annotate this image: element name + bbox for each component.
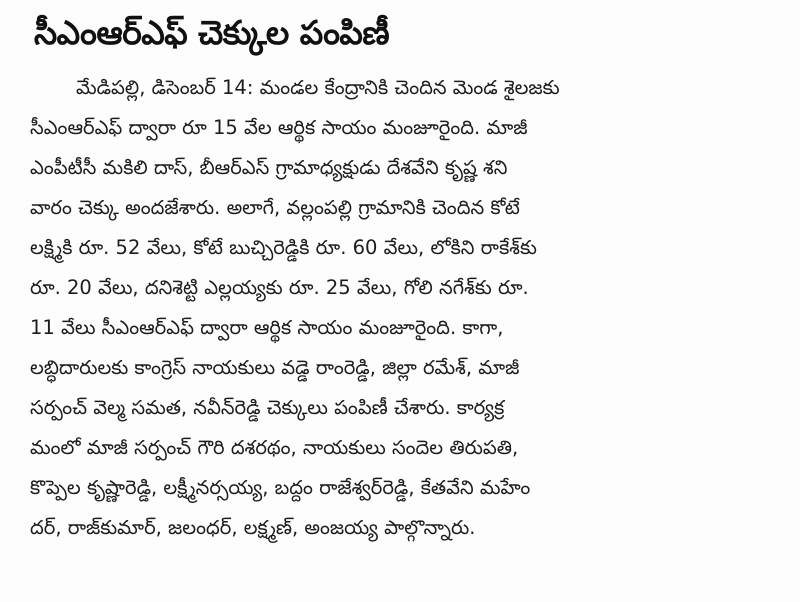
article-line: వారం చెక్కు అందజేశారు. అలాగే, వల్లంపల్లి గ్రామానికి చెందిన కోటే bbox=[30, 196, 520, 219]
article-line: ఎంపీటీసీ మకిలి దాస్, బీఆర్ఎస్ గ్రామాధ్యక్షుడు దేశవేని కృష్ణ శని bbox=[30, 156, 508, 179]
article-line: మంలో మాజీ సర్పంచ్ గౌరి దశరథం, నాయకులు సందెల తిరుపతి, bbox=[30, 436, 519, 459]
article-line: లబ్ధిదారులకు కాంగ్రెస్ నాయకులు వడ్డె రాంరెడ్డి, జిల్లా రమేశ్, మాజీ bbox=[30, 356, 520, 379]
article-body bbox=[30, 68, 782, 548]
article-headline: సీఎంఆర్ఎఫ్ చెక్కుల పంపిణీ bbox=[34, 13, 390, 52]
article-line: రూ. 20 వేలు, దనిశెట్టి ఎల్లయ్యకు రూ. 25 వేలు, గోలి నగేశ్‌కు రూ. bbox=[30, 276, 529, 299]
article-line: సర్పంచ్ వెల్మ సమత, నవీన్‌రెడ్డి చెక్కులు పంపిణీ చేశారు. కార్యక్ర bbox=[30, 396, 505, 419]
article-line: దర్, రాజ్‌కుమార్, జలంధర్, లక్ష్మణ్, అంజయ్య పాల్గొన్నారు. bbox=[30, 516, 476, 539]
article-line: మేడిపల్లి, డిసెంబర్ 14: మండల కేంద్రానికి చెందిన మెండ శైలజకు bbox=[76, 76, 560, 99]
article-line: సీఎంఆర్ఎఫ్ ద్వారా రూ 15 వేల ఆర్థిక సాయం మంజూరైంది. మాజీ bbox=[30, 116, 528, 139]
article-line: లక్ష్మికి రూ. 52 వేలు, కోటే బుచ్చిరెడ్డికి రూ. 60 వేలు, లోకిని రాకేశ్‌కు bbox=[30, 236, 537, 259]
article-line: కొప్పెల కృష్ణారెడ్డి, లక్ష్మీనర్సయ్య, బద్దం రాజేశ్వర్‌రెడ్డి, కేతవేని మహేం bbox=[30, 476, 531, 499]
article-line: 11 వేలు సీఎంఆర్ఎఫ్ ద్వారా ఆర్థిక సాయం మంజూరైంది. కాగా, bbox=[30, 316, 504, 339]
